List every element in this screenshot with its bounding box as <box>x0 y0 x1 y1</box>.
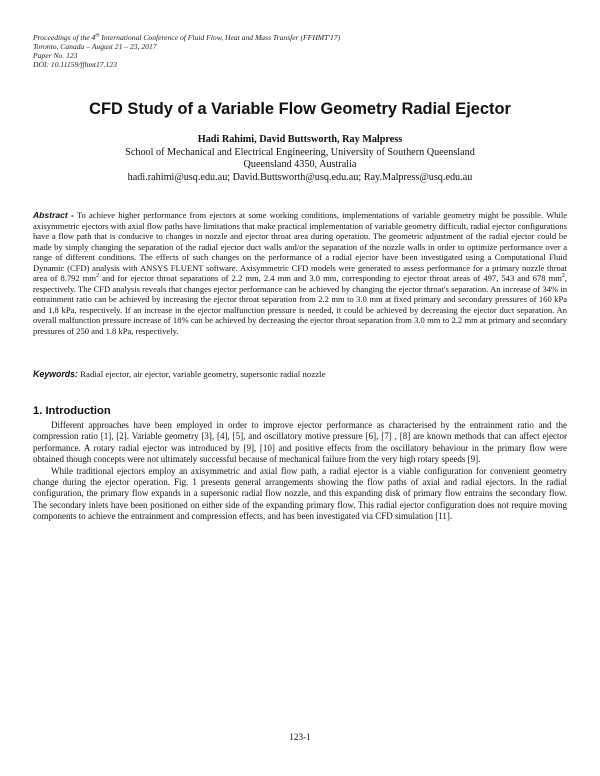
keywords <box>33 369 567 380</box>
page-number: 123-1 <box>289 732 311 742</box>
abstract-text-part2: and for ejector throat separations of 2.2 mm, 2.4 mm and 3.0 mm, corresponding to ejector throat areas of 497, 543 and 678 mm <box>99 273 562 283</box>
author-affiliation: School of Mechanical and Electrical Engineering, University of Southern Queensland <box>125 146 475 158</box>
keywords-text: Radial ejector, air ejector, variable geometry, supersonic radial nozzle <box>77 369 326 379</box>
introduction-body <box>33 420 567 523</box>
author-block <box>60 134 540 184</box>
author-address: Queensland 4350, Australia <box>243 159 357 170</box>
paper-title: CFD Study of a Variable Flow Geometry Radial Ejector <box>89 100 511 118</box>
header-paper-number: Paper No. 123 <box>33 51 78 60</box>
header-conference-line: Proceedings of the 4th International Conference of Fluid Flow, Heat and Mass Transfer (FFHMT'17) <box>33 32 341 42</box>
proceedings-header <box>33 33 573 69</box>
abstract-text-part3: , respectively. The CFD analysis reveals that changes ejector performance can be achieved by changing the ejector throat's separation. An increase of 34% in entrainment ratio can be achieved by increasing the ejector throat separation from 2.2 mm to 3.0 mm at fixed primary and secondary pressures of 160 kPa and 1.8 kPa, respectively. If an increase in the ejector malfunction pressure is needed, it could be achieved by decreasing the ejector duct separation. An overall malfunction pressure increase of 18% can be achieved by decreasing the ejector throat separation from 3.0 mm to 2.2 mm at primary and secondary pressures of 250 and 1.8 kPa, respectively. <box>33 273 567 336</box>
keywords-label: Keywords: <box>33 369 78 379</box>
abstract-text-part1: To achieve higher performance from ejectors at some working conditions, implementations of variable geometry might be possible. While axisymmetric ejectors with axial flow paths have limitations that make practical implementation of variable geometry difficult, radial ejector configurations have a flow path that is conducive to changes in nozzle and ejector throat area during operation. The geometric adjustment of the radial ejector could be made by simply changing the separation of the radial ejector duct walls and/or the separation of the nozzle walls in order to optimize performance over a range of different conditions. The effects of such changes on the performance of a radial ejector have been investigated using a Computational Fluid Dynamic (CFD) analysis with ANSYS FLUENT software. Axisymmetric CFD models were generated to assess performance for a primary nozzle throat area of 8.792 mm <box>33 210 567 283</box>
abstract <box>33 210 567 336</box>
header-location-line: Toronto, Canada – August 21 – 23, 2017 <box>33 42 157 51</box>
author-names: Hadi Rahimi, David Buttsworth, Ray Malpress <box>197 134 403 145</box>
abstract-sup-1: 2 <box>96 273 100 280</box>
header-doi: DOI: 10.11159/ffhmt17.123 <box>33 60 117 69</box>
abstract-label: Abstract - <box>33 210 74 220</box>
section-heading-introduction: 1. Introduction <box>33 405 111 417</box>
body-paragraph: Different approaches have been employed in order to improve ejector performance as characterised by the entrainment ratio and the compression ratio [1], [2]. Variable geometry [3], [4], [5], and oscillatory motive pressure [6], [7] , [8] are known methods that can affect ejector performance. A rotary radial ejector was introduced by [9], [10] and positive effects from the oscillatory behaviour in the primary flow were obtained though concepts were not ultimately successful because of mechanical failure from the very high rotary speeds [9]. <box>33 420 567 465</box>
body-paragraph: While traditional ejectors employ an axisymmetric and axial flow path, a radial ejector is a viable configuration for convenient geometry change during the ejector operation. Fig. 1 presents general arrangements showing the flow paths of axial and radial ejectors. In the radial configuration, the primary flow expands in a supersonic radial flow nozzle, and this expanding disk of primary flow entrains the secondary flow. The secondary inlets have been positioned on either side of the expanding primary flow. This radial ejector configuration does not require moving components to achieve the entrainment and compression effects, and has been investigated via CFD simulation [11]. <box>33 465 567 522</box>
author-emails: hadi.rahimi@usq.edu.au; David.Buttsworth@usq.edu.au; Ray.Malpress@usq.edu.au <box>127 171 473 183</box>
abstract-sup-2: 2 <box>561 273 565 280</box>
